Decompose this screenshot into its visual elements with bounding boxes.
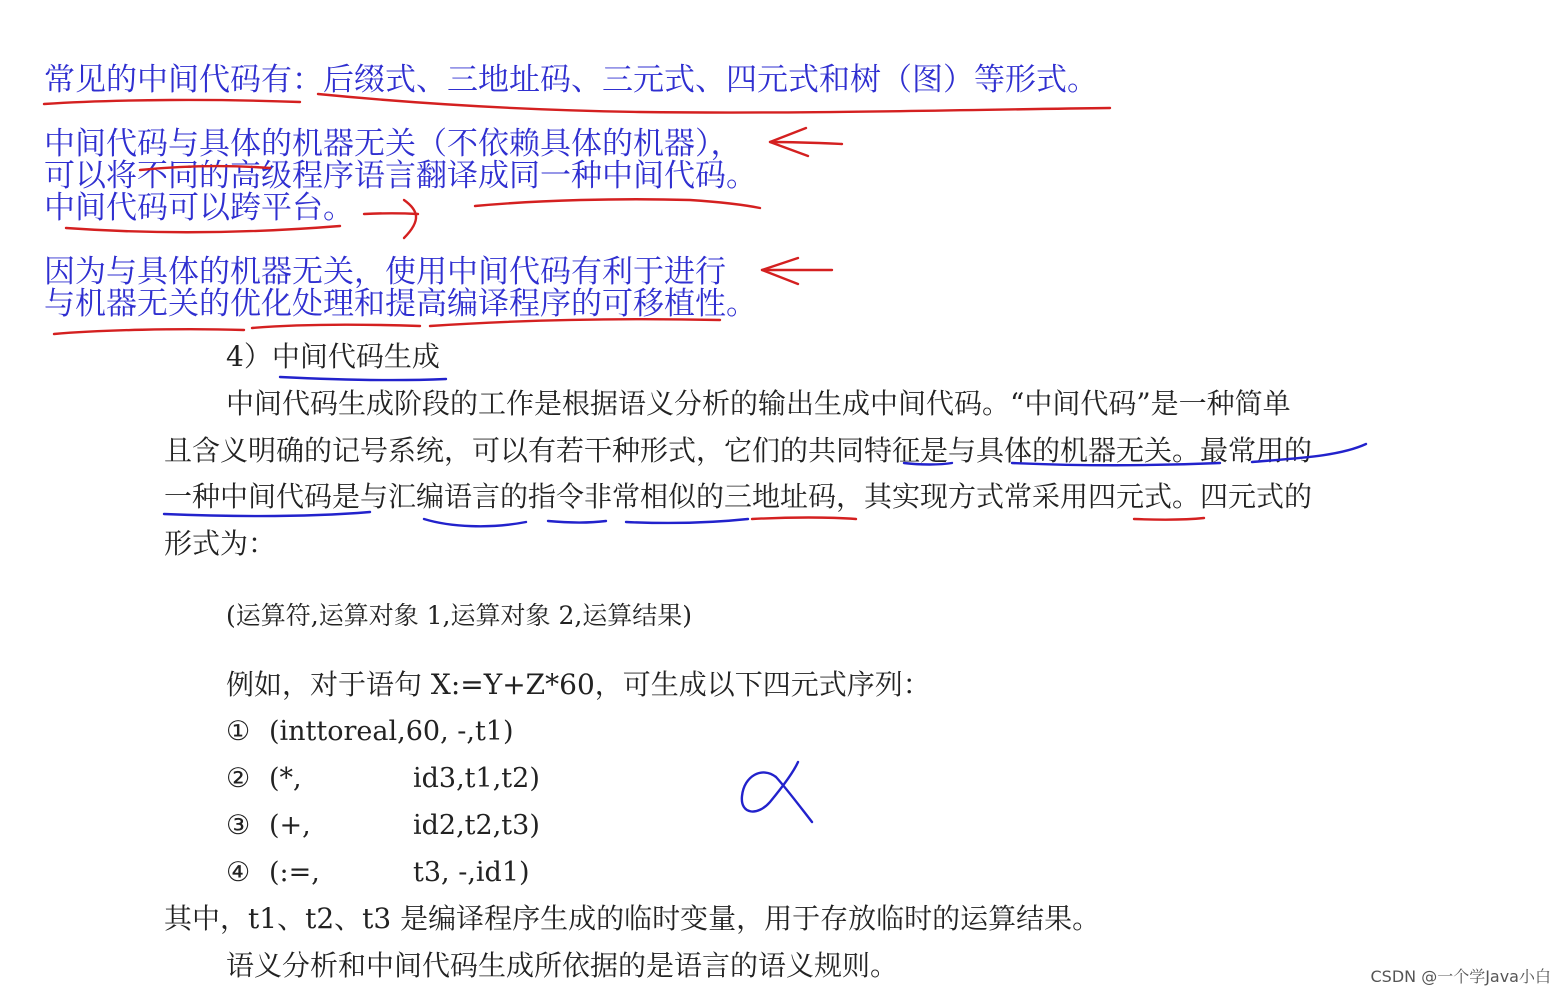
temp-variable-note: 其中，t1、t2、t3 是编译程序生成的临时变量，用于存放临时的运算结果。 [164,902,1101,935]
red-arrow-head-1 [770,128,808,156]
note-line-1: 常见的中间代码有：后缀式、三地址码、三元式、四元式和树（图）等形式。 [44,62,1098,98]
quad-number: ③ [226,810,251,841]
quad-number: ② [226,763,251,794]
quad-arguments: id3,t1,t2) [413,763,540,794]
quad-number: ④ [226,857,251,888]
quad-row-3 [226,810,626,842]
red-arrow-head-line4 [404,200,416,238]
note-line-2: 中间代码与具体的机器无关（不依赖具体的机器）， [44,126,742,162]
quad-arguments: id2,t2,t3) [413,810,540,841]
blue-underline-assembly [424,519,526,526]
quad-number: ① [226,716,251,747]
blue-alpha-mark [742,762,812,822]
example-intro: 例如，对于语句 X:=Y+Z*60，可生成以下四元式序列： [226,668,931,701]
red-underline-line6-left [54,329,244,334]
note-line-6: 与机器无关的优化处理和提高编译程序的可移植性。 [44,286,757,322]
red-arrow-right-1 [770,142,842,144]
red-underline-line1-left [44,100,300,104]
paragraph-line-3: 一种中间代码是与汇编语言的指令非常相似的三地址码，其实现方式常采用四元式。四元式的 [164,480,1313,513]
quad-row-1 [226,716,626,748]
paragraph-line-2: 且含义明确的记号系统，可以有若干种形式，它们的共同特征是与具体的机器无关。最常用的 [164,434,1313,467]
quad-operator: (*, [269,763,302,794]
red-arrow-line4 [364,213,418,214]
blue-underline-similar [626,519,748,523]
red-arrow-head-2 [762,258,798,284]
note-line-5: 因为与具体的机器无关，使用中间代码有利于进行 [44,254,726,290]
section-heading: 4）中间代码生成 [226,340,440,373]
red-underline-line4 [66,226,340,232]
note-line-4: 中间代码可以跨平台。 [44,190,354,226]
paragraph-line-4: 形式为： [164,527,277,560]
red-underline-line3-b [475,199,760,208]
quad-operator: (inttoreal,60, -,t1) [269,716,514,747]
blue-underline-heading [280,377,446,380]
watermark: CSDN @一个学Java小白 [1370,967,1551,986]
quad-arguments: t3, -,id1) [413,857,530,888]
paragraph-line-1: 中间代码生成阶段的工作是根据语义分析的输出生成中间代码。“中间代码”是一种简单 [226,387,1291,420]
blue-underline-instruction [548,521,606,523]
quad-operator: (:=, [269,857,320,888]
note-line-3: 可以将不同的高级程序语言翻译成同一种中间代码。 [44,158,757,194]
red-underline-quadruple [1134,518,1204,520]
red-underline-line6-mid [252,325,420,328]
red-underline-three-address [752,518,856,520]
quadruple-format: (运算符,运算对象 1,运算对象 2,运算结果) [226,601,693,630]
quad-row-2 [226,763,626,795]
quad-operator: (+, [269,810,311,841]
quad-row-4 [226,857,626,889]
semantic-rule-note: 语义分析和中间代码生成所依据的是语言的语义规则。 [226,949,899,982]
